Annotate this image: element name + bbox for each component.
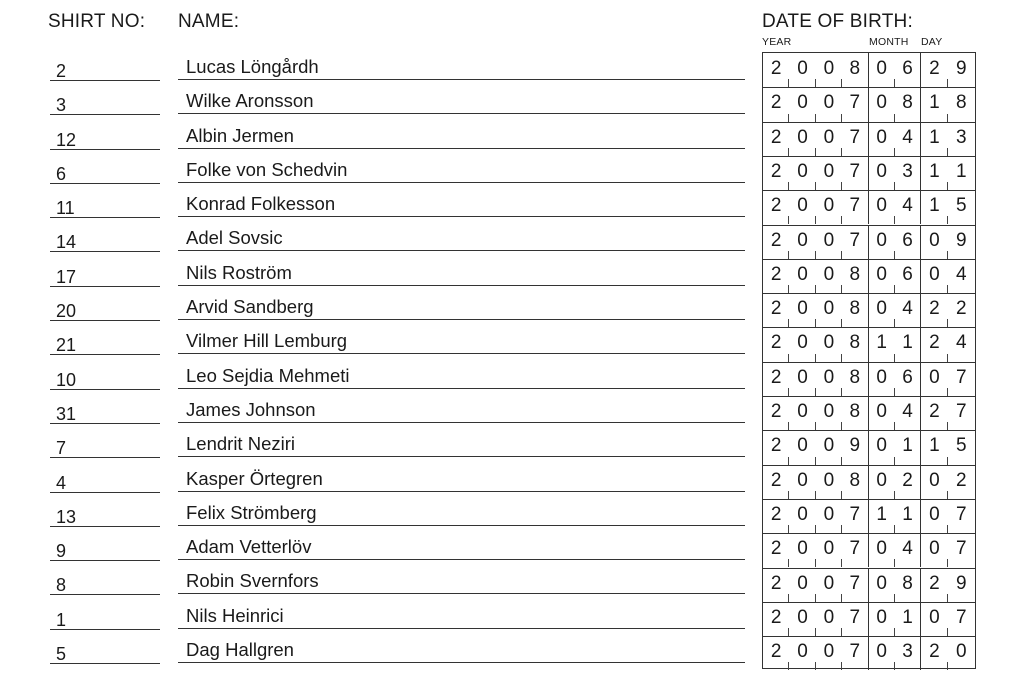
dob-digit-row: [763, 396, 975, 430]
player-name-field[interactable]: Dag Hallgren: [178, 635, 745, 663]
dob-digit-cell[interactable]: 0: [869, 225, 895, 259]
player-name-field[interactable]: Wilke Aronsson: [178, 86, 745, 114]
player-name-field[interactable]: Lucas Löngårdh: [178, 52, 745, 80]
dob-digit-cell[interactable]: 0: [789, 396, 815, 430]
dob-digit-cell[interactable]: 0: [869, 53, 895, 87]
player-name-field[interactable]: James Johnson: [178, 395, 745, 423]
dob-digit-cell[interactable]: 8: [842, 327, 868, 361]
dob-digit-cell[interactable]: 4: [956, 332, 967, 354]
dob-digit-cell[interactable]: 4: [895, 396, 921, 430]
dob-digit-cell[interactable]: 2: [763, 499, 789, 533]
dob-digit-cell[interactable]: 0: [816, 602, 842, 636]
dob-digit-cell[interactable]: 0: [789, 87, 815, 121]
dob-digit-cell[interactable]: 1: [869, 499, 895, 533]
dob-digit-row: [763, 190, 975, 224]
player-name-field[interactable]: Felix Strömberg: [178, 498, 745, 526]
dob-digit-cell[interactable]: 7: [956, 538, 967, 560]
dob-digit-cell[interactable]: 0: [869, 396, 895, 430]
dob-digit-cell[interactable]: 1: [921, 190, 947, 224]
shirt-number-field[interactable]: 1: [50, 601, 160, 630]
dob-digit-cell[interactable]: 7: [842, 122, 868, 156]
dob-digit-row: [763, 87, 975, 121]
dob-digit-cell[interactable]: 8: [842, 293, 868, 327]
dob-digit-cell[interactable]: 0: [789, 602, 815, 636]
dob-digit-cell[interactable]: 4: [895, 190, 921, 224]
dob-digit-cell[interactable]: 7: [956, 606, 967, 628]
grid-divider: [763, 533, 975, 534]
grid-divider: [763, 259, 975, 260]
dob-digit-cell[interactable]: 0: [816, 362, 842, 396]
shirt-number-field[interactable]: 31: [50, 395, 160, 424]
dob-digit-row: [763, 499, 975, 533]
dob-digit-cell[interactable]: 8: [842, 362, 868, 396]
dob-digit-row: [763, 362, 975, 396]
dob-digit-cell[interactable]: 0: [869, 259, 895, 293]
dob-digit-cell[interactable]: 2: [763, 327, 789, 361]
dob-digit-cell[interactable]: 7: [956, 401, 967, 422]
dob-digit-cell[interactable]: 1: [921, 122, 947, 156]
dob-digit-cell[interactable]: 0: [869, 465, 895, 499]
shirt-number-field[interactable]: 7: [50, 429, 160, 458]
dob-digit-cell[interactable]: 7: [842, 225, 868, 259]
dob-digit-cell[interactable]: 0: [869, 602, 895, 636]
dob-digit-cell[interactable]: 0: [816, 87, 842, 121]
dob-digit-cell[interactable]: 2: [763, 53, 789, 87]
dob-digit-cell[interactable]: 0: [816, 636, 842, 670]
dob-digit-cell[interactable]: 6: [895, 225, 921, 259]
dob-digit-cell[interactable]: 6: [895, 53, 921, 87]
player-name-field[interactable]: Lendrit Neziri: [178, 429, 745, 457]
dob-digit-row: [763, 602, 975, 636]
shirt-number-field[interactable]: 12: [50, 121, 160, 150]
dob-digit-cell[interactable]: 0: [816, 156, 842, 190]
dob-digit-cell[interactable]: 0: [816, 430, 842, 464]
dob-digit-cell[interactable]: 2: [921, 53, 947, 87]
dob-digit-cell[interactable]: 2: [763, 430, 789, 464]
dob-digit-cell[interactable]: 7: [956, 366, 967, 388]
dob-digit-cell[interactable]: 8: [895, 87, 921, 121]
dob-digit-cell[interactable]: 2: [763, 602, 789, 636]
dob-digit-cell[interactable]: 0: [789, 499, 815, 533]
dob-digit-cell[interactable]: 7: [842, 636, 868, 670]
dob-digit-cell[interactable]: 6: [895, 362, 921, 396]
dob-digit-cell[interactable]: 1: [956, 160, 967, 182]
dob-digit-cell[interactable]: 2: [921, 327, 947, 361]
dob-digit-cell[interactable]: 2: [763, 636, 789, 670]
dob-digit-cell[interactable]: 0: [816, 327, 842, 361]
grid-divider: [763, 87, 975, 88]
player-name-field[interactable]: Folke von Schedvin: [178, 155, 745, 183]
dob-digit-cell[interactable]: 0: [869, 293, 895, 327]
player-name-field[interactable]: Vilmer Hill Lemburg: [178, 326, 745, 354]
dob-digit-cell[interactable]: 4: [895, 293, 921, 327]
dob-digit-cell[interactable]: 0: [921, 362, 947, 396]
dob-digit-cell[interactable]: 0: [921, 533, 947, 567]
dob-digit-cell[interactable]: 1: [895, 430, 921, 464]
dob-digit-cell[interactable]: 7: [842, 499, 868, 533]
dob-digit-cell[interactable]: 0: [816, 533, 842, 567]
grid-divider: [763, 465, 975, 466]
day-subheader: DAY: [921, 36, 943, 48]
shirt-number-field[interactable]: 2: [50, 52, 160, 81]
dob-digit-cell[interactable]: 8: [842, 259, 868, 293]
dob-digit-cell[interactable]: 9: [842, 430, 868, 464]
grid-divider: [763, 602, 975, 603]
dob-digit-cell[interactable]: 1: [895, 499, 921, 533]
grid-divider: [763, 568, 975, 569]
dob-digit-cell[interactable]: 0: [921, 465, 947, 499]
grid-divider: [763, 430, 975, 431]
grid-divider: [763, 225, 975, 226]
shirt-number-field[interactable]: 11: [50, 189, 160, 218]
shirt-number-field[interactable]: 4: [50, 464, 160, 493]
dob-digit-cell[interactable]: 0: [869, 122, 895, 156]
grid-divider: [763, 122, 975, 123]
shirt-number-field[interactable]: 9: [50, 532, 160, 561]
shirt-number-field[interactable]: 3: [50, 86, 160, 115]
dob-digit-cell[interactable]: 2: [956, 298, 967, 320]
dob-digit-cell[interactable]: 0: [789, 53, 815, 87]
dob-digit-row: [763, 53, 975, 87]
dob-digit-cell[interactable]: 4: [956, 263, 967, 285]
dob-digit-cell[interactable]: 2: [921, 568, 947, 602]
dob-digit-cell[interactable]: 0: [789, 293, 815, 327]
dob-digit-cell[interactable]: 2: [763, 156, 789, 190]
dob-digit-cell[interactable]: 0: [869, 156, 895, 190]
dob-digit-cell[interactable]: 2: [921, 636, 947, 670]
player-name-field[interactable]: Leo Sejdia Mehmeti: [178, 361, 745, 389]
dob-digit-cell[interactable]: 2: [763, 122, 789, 156]
shirt-number-field[interactable]: 13: [50, 498, 160, 527]
dob-digit-row: [763, 430, 975, 464]
dob-digit-row: [763, 122, 975, 156]
dob-digit-cell[interactable]: 8: [956, 92, 967, 114]
dob-digit-cell[interactable]: 0: [816, 293, 842, 327]
dob-digit-cell[interactable]: 2: [763, 87, 789, 121]
dob-digit-cell[interactable]: 0: [869, 362, 895, 396]
dob-digit-cell[interactable]: 1: [921, 156, 947, 190]
dob-digit-cell[interactable]: 0: [816, 53, 842, 87]
dob-digit-cell[interactable]: 0: [789, 190, 815, 224]
dob-digit-cell[interactable]: 1: [895, 327, 921, 361]
dob-digit-cell[interactable]: 0: [789, 327, 815, 361]
grid-divider: [763, 327, 975, 328]
dob-digit-cell[interactable]: 8: [842, 53, 868, 87]
grid-divider: [763, 156, 975, 157]
dob-digit-cell[interactable]: 1: [921, 430, 947, 464]
dob-digit-cell[interactable]: 2: [763, 533, 789, 567]
dob-digit-cell[interactable]: 2: [763, 396, 789, 430]
dob-digit-cell[interactable]: 0: [816, 225, 842, 259]
dob-digit-cell[interactable]: 0: [869, 568, 895, 602]
player-name-field[interactable]: Nils Heinrici: [178, 601, 745, 629]
dob-digit-row: [763, 259, 975, 293]
dob-digit-cell[interactable]: 0: [956, 641, 967, 663]
dob-digit-cell[interactable]: 9: [956, 229, 967, 251]
dob-digit-cell[interactable]: 0: [921, 259, 947, 293]
dob-digit-cell[interactable]: 2: [763, 293, 789, 327]
player-name-field[interactable]: Adel Sovsic: [178, 223, 745, 251]
grid-divider: [763, 396, 975, 397]
grid-divider: [763, 293, 975, 294]
grid-divider: [763, 499, 975, 500]
player-name-field[interactable]: Konrad Folkesson: [178, 189, 745, 217]
dob-digit-cell[interactable]: 7: [842, 190, 868, 224]
player-name-field[interactable]: Robin Svernfors: [178, 566, 745, 594]
dob-digit-cell[interactable]: 0: [869, 636, 895, 670]
dob-digit-cell[interactable]: 2: [763, 362, 789, 396]
grid-divider: [763, 190, 975, 191]
grid-divider: [763, 362, 975, 363]
shirt-number-field[interactable]: 21: [50, 326, 160, 355]
dob-digit-row: [763, 636, 975, 670]
dob-digit-cell[interactable]: 0: [869, 190, 895, 224]
dob-digit-cell[interactable]: 0: [921, 602, 947, 636]
date-of-birth-header: DATE OF BIRTH:: [762, 11, 913, 32]
dob-digit-cell[interactable]: 4: [895, 533, 921, 567]
dob-digit-cell[interactable]: 0: [789, 259, 815, 293]
dob-digit-cell[interactable]: 0: [789, 156, 815, 190]
shirt-number-field[interactable]: 8: [50, 566, 160, 595]
dob-digit-cell[interactable]: 0: [816, 122, 842, 156]
shirt-number-field[interactable]: 5: [50, 635, 160, 664]
dob-digit-cell[interactable]: 7: [842, 568, 868, 602]
dob-digit-cell[interactable]: 0: [816, 259, 842, 293]
dob-digit-cell[interactable]: 0: [789, 568, 815, 602]
dob-digit-cell[interactable]: 0: [789, 122, 815, 156]
dob-digit-row: [763, 225, 975, 259]
dob-digit-cell[interactable]: 0: [869, 430, 895, 464]
dob-digit-cell[interactable]: 5: [956, 195, 967, 217]
shirt-number-field[interactable]: 14: [50, 223, 160, 252]
dob-digit-row: [763, 293, 975, 327]
dob-digit-cell[interactable]: 7: [842, 533, 868, 567]
dob-digit-cell[interactable]: 3: [895, 636, 921, 670]
dob-digit-cell[interactable]: 3: [956, 126, 967, 148]
dob-digit-cell[interactable]: 0: [789, 430, 815, 464]
shirt-number-field[interactable]: 17: [50, 258, 160, 287]
dob-digit-row: [763, 465, 975, 499]
dob-digit-cell[interactable]: 4: [895, 122, 921, 156]
dob-digit-cell[interactable]: 0: [816, 396, 842, 430]
dob-digit-cell[interactable]: 0: [869, 87, 895, 121]
dob-digit-cell[interactable]: 0: [816, 499, 842, 533]
dob-digit-cell[interactable]: 1: [921, 87, 947, 121]
player-name-field[interactable]: Kasper Örtegren: [178, 464, 745, 492]
dob-digit-cell[interactable]: 2: [763, 225, 789, 259]
dob-digit-cell[interactable]: 2: [763, 568, 789, 602]
dob-digit-cell[interactable]: 2: [763, 190, 789, 224]
name-header: NAME:: [178, 11, 240, 32]
dob-digit-row: [763, 156, 975, 190]
dob-digit-cell[interactable]: 8: [842, 396, 868, 430]
dob-digit-cell[interactable]: 2: [956, 469, 967, 491]
year-subheader: YEAR: [762, 36, 792, 48]
dob-digit-cell[interactable]: 1: [869, 327, 895, 361]
date-of-birth-grid: [762, 52, 976, 669]
player-name-field[interactable]: Arvid Sandberg: [178, 292, 745, 320]
dob-digit-cell[interactable]: 2: [763, 259, 789, 293]
dob-digit-cell[interactable]: 0: [789, 636, 815, 670]
dob-digit-cell[interactable]: 7: [842, 87, 868, 121]
dob-digit-cell[interactable]: 7: [842, 602, 868, 636]
dob-digit-cell[interactable]: 0: [816, 465, 842, 499]
dob-digit-cell[interactable]: 0: [816, 568, 842, 602]
dob-digit-cell[interactable]: 2: [921, 396, 947, 430]
dob-digit-cell[interactable]: 9: [956, 58, 967, 79]
dob-digit-cell[interactable]: 9: [956, 572, 967, 594]
dob-digit-cell[interactable]: 2: [921, 293, 947, 327]
shirt-no-header: SHIRT NO:: [48, 11, 146, 32]
dob-digit-row: [763, 568, 975, 602]
dob-digit-cell[interactable]: 2: [895, 465, 921, 499]
dob-digit-cell[interactable]: 7: [956, 503, 967, 525]
dob-digit-row: [763, 533, 975, 567]
dob-digit-cell[interactable]: 8: [842, 465, 868, 499]
dob-digit-cell[interactable]: 0: [921, 499, 947, 533]
dob-digit-cell[interactable]: 0: [789, 465, 815, 499]
shirt-number-field[interactable]: 10: [50, 361, 160, 390]
player-name-field[interactable]: Adam Vetterlöv: [178, 532, 745, 560]
dob-digit-cell[interactable]: 8: [895, 568, 921, 602]
dob-digit-cell[interactable]: 5: [956, 435, 967, 457]
grid-divider: [763, 636, 975, 637]
dob-digit-cell[interactable]: 1: [895, 602, 921, 636]
dob-digit-cell[interactable]: 7: [842, 156, 868, 190]
dob-digit-cell[interactable]: 0: [789, 225, 815, 259]
dob-digit-row: [763, 327, 975, 361]
shirt-number-field[interactable]: 6: [50, 155, 160, 184]
player-name-field[interactable]: Albin Jermen: [178, 121, 745, 149]
dob-digit-cell[interactable]: 2: [763, 465, 789, 499]
dob-digit-cell[interactable]: 0: [816, 190, 842, 224]
dob-digit-cell[interactable]: 0: [789, 362, 815, 396]
month-subheader: MONTH: [869, 36, 909, 48]
dob-digit-cell[interactable]: 0: [869, 533, 895, 567]
shirt-number-field[interactable]: 20: [50, 292, 160, 321]
dob-digit-cell[interactable]: 0: [921, 225, 947, 259]
dob-digit-cell[interactable]: 0: [789, 533, 815, 567]
player-name-field[interactable]: Nils Roström: [178, 258, 745, 286]
dob-digit-cell[interactable]: 3: [895, 156, 921, 190]
dob-digit-cell[interactable]: 6: [895, 259, 921, 293]
